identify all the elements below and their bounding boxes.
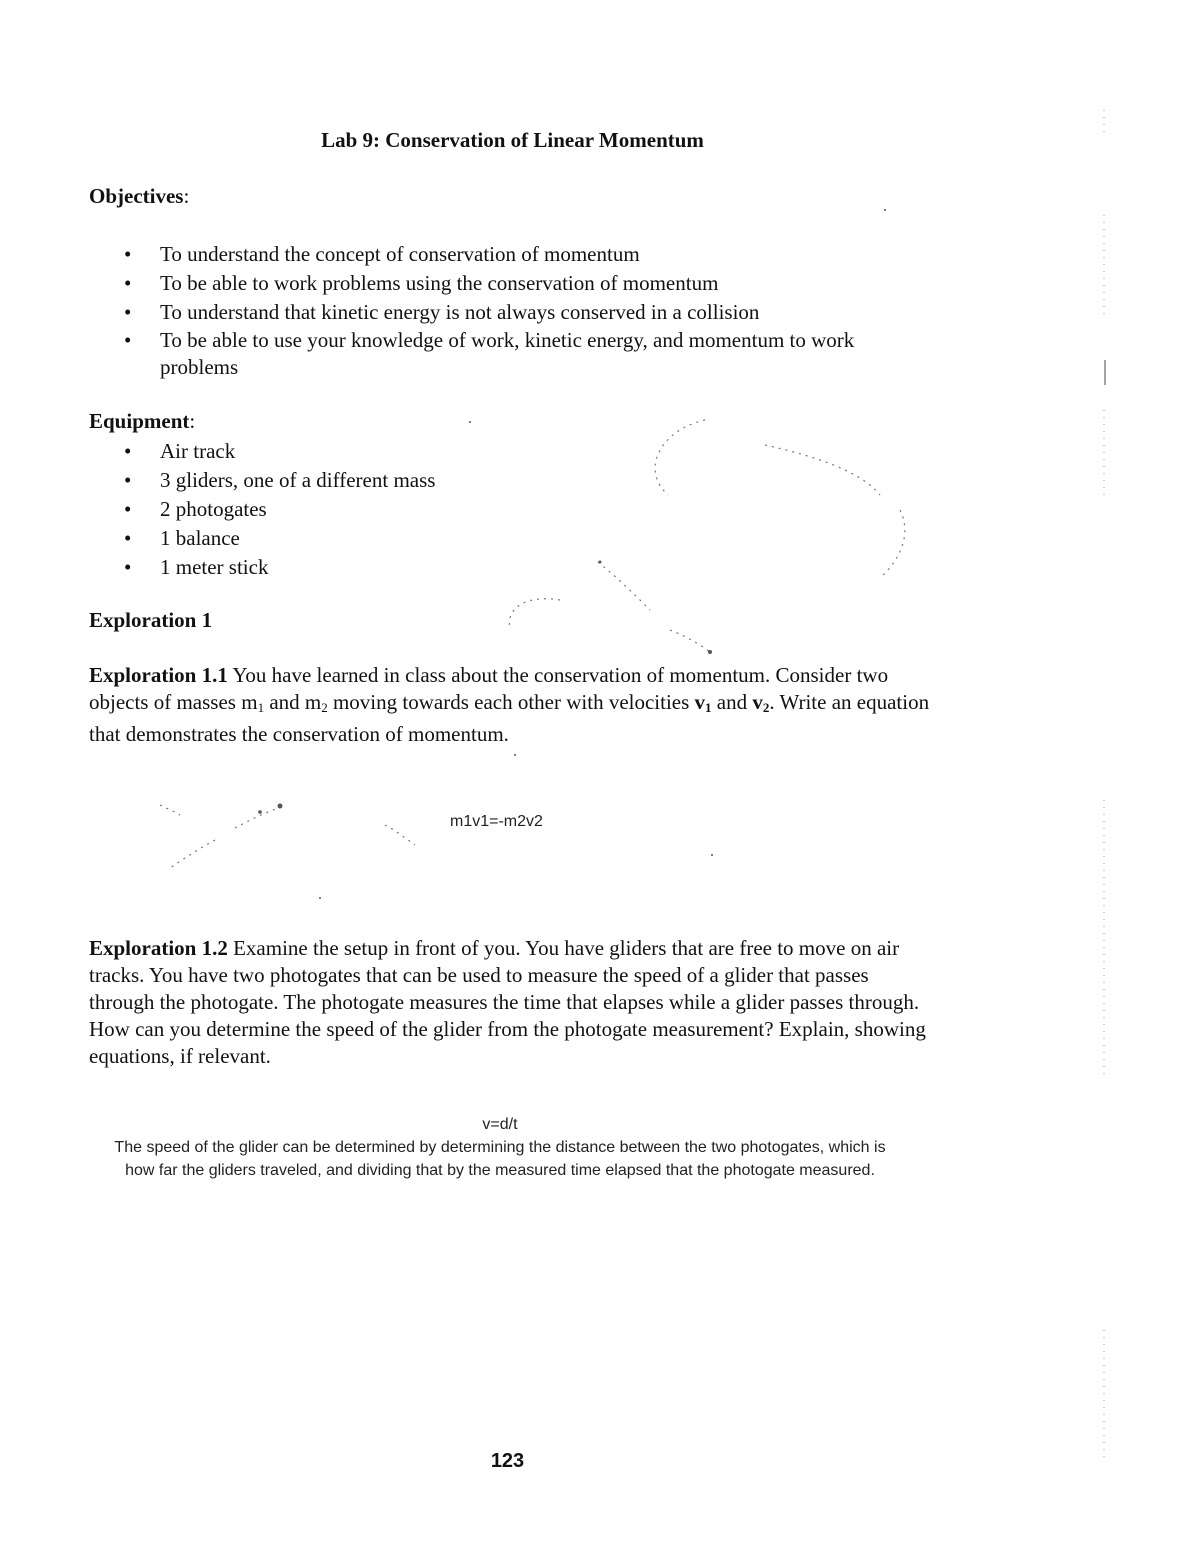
paragraph-text: moving towards each other with velocities (327, 690, 695, 714)
paragraph-text: You have learned in class about the conservation of momentum. Consider two objects of masses m (89, 663, 889, 714)
page-number: 123 (490, 1450, 525, 1472)
paragraph-text: . Write an equation that demonstrates the conservation of momentum. (89, 690, 930, 746)
velocity-symbol: v (752, 690, 763, 714)
equipment-item: • 1 meter stick (89, 553, 689, 582)
speed-equation: v=d/t (482, 1116, 518, 1133)
exploration1-heading: Exploration 1 (89, 608, 213, 632)
subscript: 2 (321, 700, 328, 715)
exploration-1-1-label: Exploration 1.1 (89, 663, 228, 687)
equipment-item: • 2 photogates (89, 495, 689, 524)
document-title: Lab 9: Conservation of Linear Momentum (321, 128, 704, 152)
stray-pen-strokes (160, 420, 905, 868)
speed-explanation: The speed of the glider can be determined by determining the distance between the two photogates, which is how far the gliders traveled, and dividing that by the measured time elapsed that the photogate measured. (114, 1139, 886, 1179)
exploration-1-2-label: Exploration 1.2 (89, 936, 228, 960)
paragraph-text: Examine the setup in front of you. You have gliders that are free to move on air tracks. You have two photogates that can be used to measure the speed of a glider that passes through the photogate. The photogate measures the time that elapses while a glider passes through. How can you determine the speed of the glider from the photogate measurement? Explain, showing equations, if relevant. (89, 936, 926, 1068)
momentum-answer: m1v1=-m2v2 (450, 813, 543, 830)
equipment-heading-text: Equipment (89, 409, 190, 433)
paragraph-text: and m (264, 690, 322, 714)
subscript: 2 (762, 700, 770, 715)
objective-item: • To understand the concept of conservation of momentum (89, 240, 929, 269)
subscript: 1 (257, 700, 265, 715)
velocity-symbol: v (694, 690, 706, 714)
objective-item: • To be able to use your knowledge of work, kinetic energy, and momentum to work problems (89, 327, 920, 381)
objective-item: • To understand that kinetic energy is not always conserved in a collision (89, 298, 929, 327)
subscript: 1 (705, 700, 712, 715)
equipment-item: • Air track (89, 437, 689, 466)
equipment-item: • 3 gliders, one of a different mass (89, 466, 689, 495)
equipment-heading: Equipment: (89, 409, 196, 433)
objectives-heading: Objectives: (89, 184, 190, 208)
paragraph-text: and (711, 690, 753, 714)
objectives-heading-text: Objectives (89, 184, 184, 208)
scan-specks (258, 209, 886, 899)
equipment-item: • 1 balance (89, 524, 689, 553)
objective-item: • To be able to work problems using the conservation of momentum (89, 269, 929, 298)
